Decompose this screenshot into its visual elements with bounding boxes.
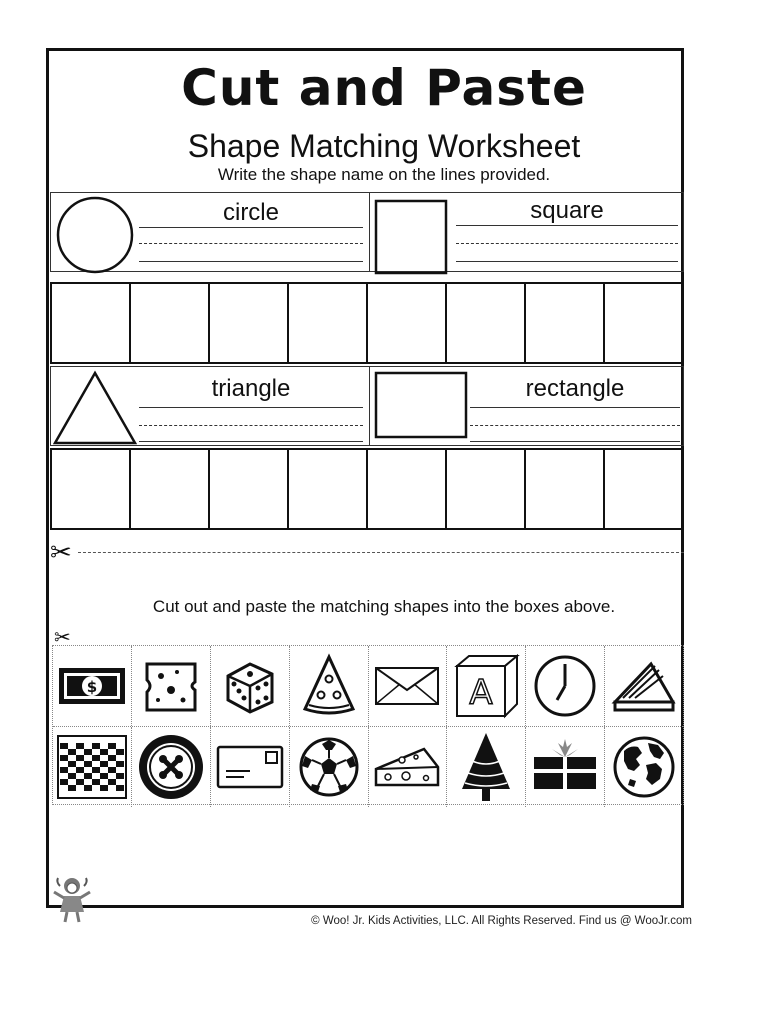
rectangle-cell [369,367,683,445]
cutout-item[interactable] [211,727,290,807]
rectangle-icon [374,371,470,439]
clock-icon [533,654,597,718]
square-cell [369,193,683,271]
cut-line [78,552,684,553]
cut-instructions: Cut out and paste the matching shapes into the boxes above. [152,597,616,616]
button-icon [137,733,205,801]
mascot-icon [52,876,92,924]
writing-guide-dashed [456,243,678,244]
dollar-sign: $ [86,678,98,696]
cutout-item[interactable] [369,646,448,726]
writing-line [456,225,678,226]
writing-guide-dashed [470,425,680,426]
paste-box [289,284,368,362]
cutout-item[interactable] [605,646,683,726]
cutout-grid [52,645,684,805]
soccer-ball-icon [298,736,360,798]
block-letter: A [469,673,493,713]
cutout-item[interactable] [526,646,605,726]
paste-box [447,450,526,528]
cutout-item[interactable] [526,727,605,807]
cutout-row [53,726,683,807]
square-icon [374,199,450,275]
circle-icon [55,195,135,275]
writing-line [456,261,678,262]
dollar-bill-icon [57,666,127,706]
globe-icon [612,735,676,799]
cutout-item[interactable] [53,646,132,726]
page-title: Cut and Paste [181,59,587,117]
checkerboard-icon [57,735,127,799]
cheese-wedge-icon [372,745,442,789]
cutout-item[interactable] [132,646,211,726]
writing-line [139,441,363,442]
shape-name-rectangle: rectangle [525,375,625,402]
gift-icon [530,737,600,797]
paste-box [605,284,682,362]
triangle-icon [53,369,137,447]
paste-box [289,450,368,528]
scissors-icon: ✂ [54,625,71,649]
postcard-icon [216,745,284,789]
paste-box [447,284,526,362]
shape-name-triangle: triangle [211,375,291,402]
scissors-icon: ✂ [50,538,72,568]
word-row-2 [50,366,684,446]
paste-box [526,284,605,362]
writing-line [139,227,363,228]
paste-box [368,450,447,528]
paste-grid-1 [50,282,684,364]
writing-line [470,441,680,442]
writing-guide-dashed [139,243,363,244]
christmas-tree-icon [458,731,514,803]
cutout-item[interactable] [447,727,526,807]
circle-cell [51,193,369,271]
paste-box [210,450,289,528]
cutout-item[interactable] [132,727,211,807]
envelope-icon [374,666,440,706]
writing-guide-dashed [139,425,363,426]
page-subtitle: Shape Matching Worksheet [187,128,581,164]
paste-box [368,284,447,362]
sandwich-icon [611,658,677,714]
triangle-cell [51,367,369,445]
pizza-slice-icon [301,653,357,719]
cutout-item[interactable] [290,646,369,726]
shape-name-square: square [530,197,604,224]
cutout-item[interactable] [290,727,369,807]
dice-icon [222,658,278,714]
word-row-1 [50,192,684,272]
cutout-row [53,646,683,726]
writing-line [139,261,363,262]
cutout-item[interactable] [369,727,448,807]
paste-box [526,450,605,528]
cheese-slice-icon [143,658,199,714]
shape-name-circle: circle [222,199,279,226]
cutout-item[interactable] [447,646,526,726]
paste-box [210,284,289,362]
cutout-item[interactable] [211,646,290,726]
paste-box [131,284,210,362]
paste-box [52,284,131,362]
paste-grid-2 [50,448,684,530]
write-instructions: Write the shape name on the lines provided. [217,165,551,184]
copyright-footer: © Woo! Jr. Kids Activities, LLC. All Rights Reserved. Find us @ WooJr.com [311,915,692,927]
paste-box [131,450,210,528]
paste-box [605,450,682,528]
paste-box [52,450,131,528]
letter-block-icon [451,652,521,720]
writing-line [139,407,363,408]
writing-line [470,407,680,408]
cutout-item[interactable] [53,727,132,807]
cutout-item[interactable] [605,727,683,807]
